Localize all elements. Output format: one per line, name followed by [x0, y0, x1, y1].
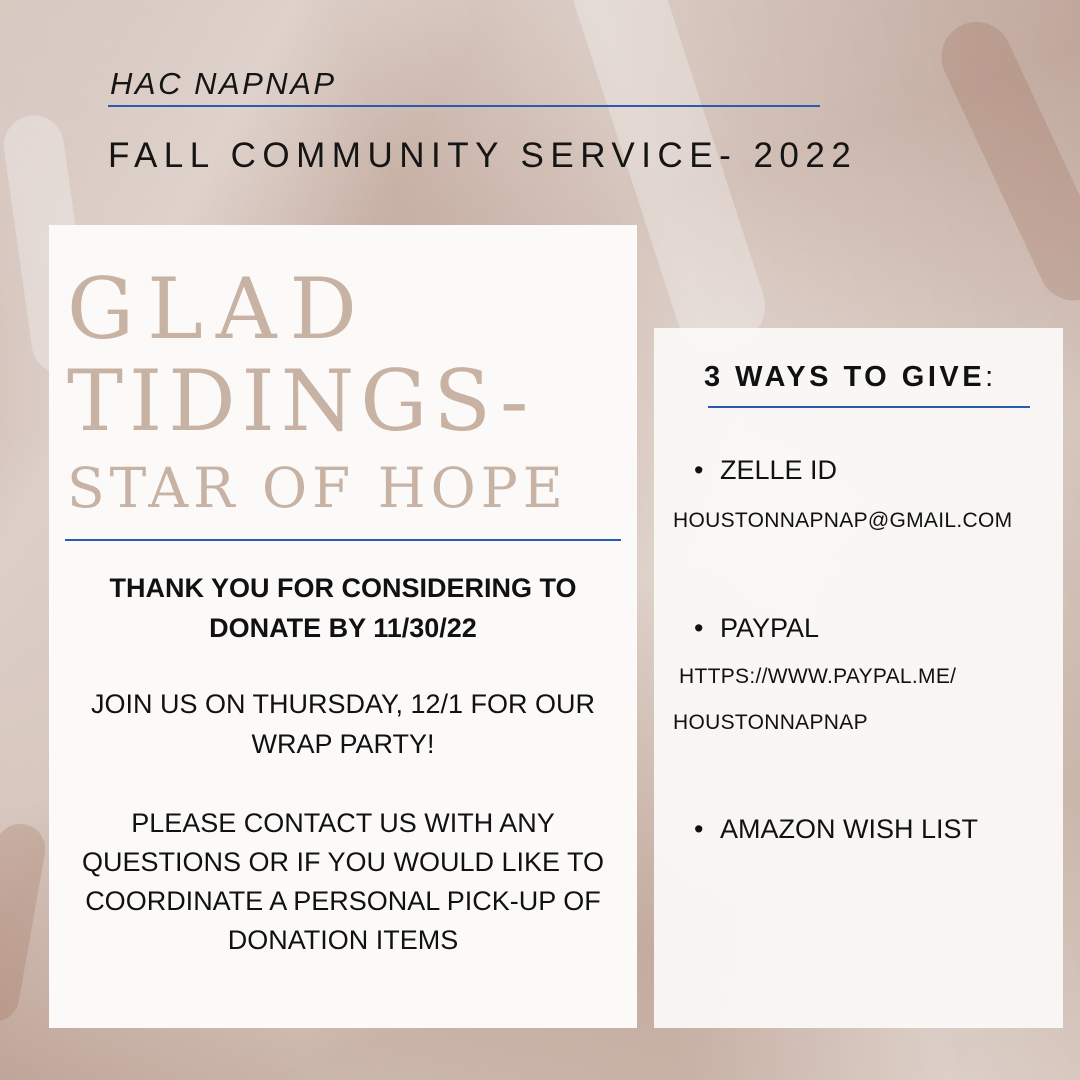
- ways-to-give-title: [704, 361, 997, 394]
- event-details-card: [49, 225, 637, 1028]
- ways-to-give-title-colon: :: [985, 361, 997, 393]
- donation-deadline-line-2: DONATE BY 11/30/22: [209, 613, 477, 643]
- contact-line-1: PLEASE CONTACT US WITH ANY: [131, 808, 555, 838]
- background-brush-streak: [0, 820, 49, 1026]
- event-message: [49, 568, 637, 960]
- contact-line-4: DONATION ITEMS: [227, 925, 459, 955]
- background-brush-streak: [930, 10, 1080, 311]
- way-zelle: [694, 455, 837, 486]
- zelle-label: ZELLE ID: [720, 455, 838, 485]
- paypal-link-line-1[interactable]: HTTPS://WWW.PAYPAL.ME/: [679, 665, 957, 688]
- ways-to-give-underline: [708, 406, 1030, 408]
- bullet-icon: •: [694, 814, 704, 844]
- paypal-label: PAYPAL: [720, 613, 820, 643]
- donation-deadline-text: [49, 568, 637, 648]
- headline-line-1: GLAD: [67, 260, 370, 358]
- headline-line-2: TIDINGS-: [67, 352, 535, 450]
- wrap-party-line-1: JOIN US ON THURSDAY, 12/1 FOR OUR: [90, 689, 596, 719]
- contact-text: [49, 804, 637, 960]
- event-title: FALL COMMUNITY SERVICE- 2022: [108, 136, 858, 175]
- headline-underline: [65, 539, 621, 541]
- contact-line-2: QUESTIONS OR IF YOU WOULD LIKE TO: [81, 847, 605, 877]
- organization-title-underline: [108, 105, 820, 107]
- ways-to-give-title-text: 3 WAYS TO GIVE: [704, 361, 986, 393]
- organization-title: HAC NAPNAP: [110, 66, 337, 101]
- contact-line-3: COORDINATE A PERSONAL PICK-UP OF: [85, 886, 601, 916]
- amazon-wish-list-label[interactable]: AMAZON WISH LIST: [720, 814, 979, 844]
- paypal-link-line-2[interactable]: HOUSTONNAPNAP: [673, 711, 868, 734]
- wrap-party-line-2: WRAP PARTY!: [251, 729, 435, 759]
- way-paypal: [694, 613, 819, 644]
- way-amazon: [694, 814, 978, 845]
- donation-deadline-line-1: THANK YOU FOR CONSIDERING TO: [109, 573, 577, 603]
- ways-to-give-card: [654, 328, 1063, 1028]
- bullet-icon: •: [694, 613, 704, 643]
- headline-line-3: STAR OF HOPE: [67, 456, 568, 520]
- headline: [67, 260, 568, 523]
- bullet-icon: •: [694, 455, 704, 485]
- zelle-id[interactable]: HOUSTONNAPNAP@GMAIL.COM: [673, 509, 1013, 532]
- wrap-party-text: [49, 684, 637, 764]
